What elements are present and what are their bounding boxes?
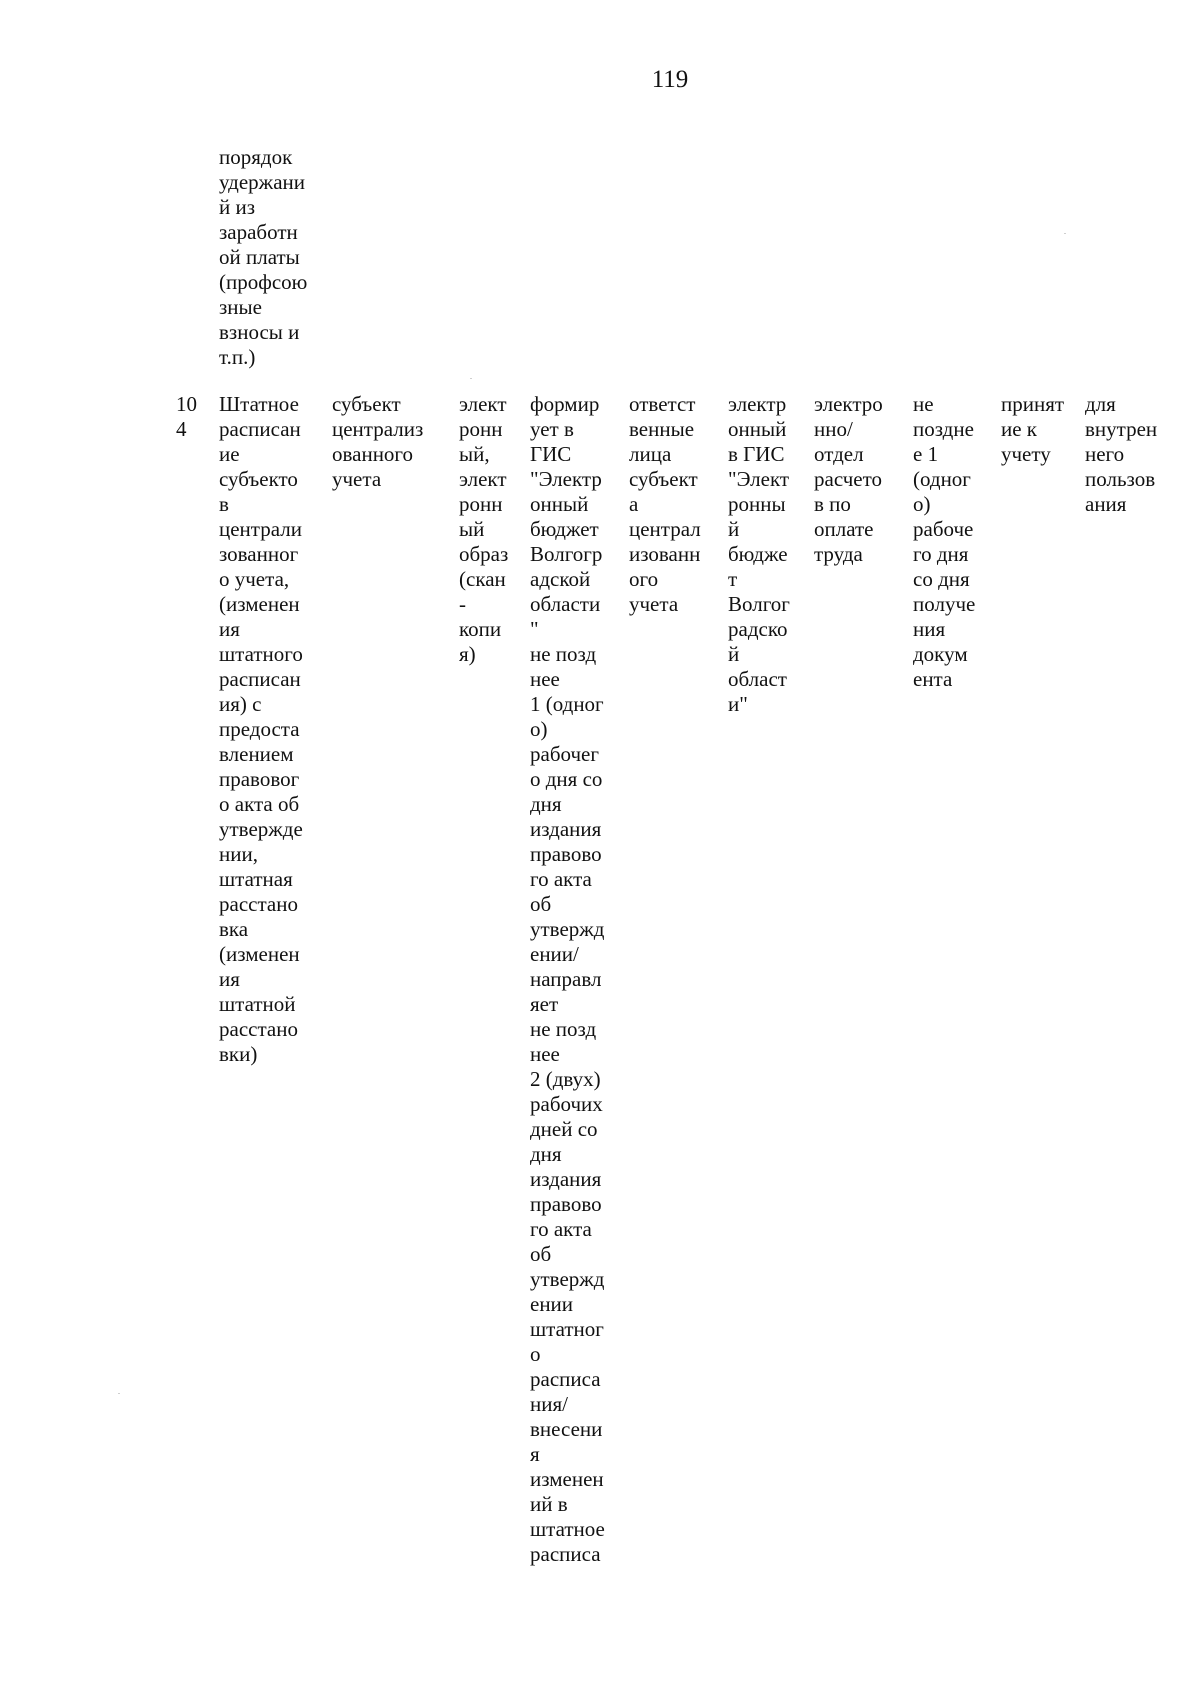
cell-text-line: штатное — [530, 1517, 605, 1541]
cell-text-line: ронн — [459, 417, 503, 441]
cell-text-line: не позд — [530, 642, 597, 666]
recipient-cell — [814, 392, 883, 567]
cell-text-line: об — [530, 1242, 552, 1266]
cell-text-line: ении/ — [530, 942, 579, 966]
cell-text-line: субъекто — [219, 467, 298, 491]
cell-text-line: изменен — [530, 1467, 604, 1491]
cell-text-line: субъект — [629, 467, 698, 491]
cell-text-line: зованног — [219, 542, 299, 566]
cell-text-line: в по — [814, 492, 851, 516]
cell-text-line: учета — [332, 467, 382, 491]
cell-text-line: " — [530, 617, 539, 641]
cell-text-line: вки) — [219, 1042, 258, 1066]
cell-text-line: электр — [728, 392, 787, 416]
cell-text-line: ния — [913, 617, 946, 641]
cell-text-line: област — [728, 667, 787, 691]
cell-text-line: о учета, — [219, 567, 290, 591]
cell-text-line: докум — [913, 642, 968, 666]
cell-text-line: него — [1085, 442, 1125, 466]
cell-text-line: нии, — [219, 842, 258, 866]
cell-text-line: отдел — [814, 442, 864, 466]
cell-text-line: централ — [629, 517, 701, 541]
cell-text-line: я) — [459, 642, 476, 666]
cell-text-line: ответст — [629, 392, 696, 416]
scan-speck — [470, 378, 472, 379]
cell-text-line: централи — [219, 517, 302, 541]
cell-text-line: оплате — [814, 517, 874, 541]
cell-text-line: лица — [629, 442, 672, 466]
cell-text-line: Волгог — [728, 592, 790, 616]
cell-text-line: дня — [530, 1142, 562, 1166]
cell-text-line: внесени — [530, 1417, 603, 1441]
cell-text-line: для — [1085, 392, 1116, 416]
cell-text-line: о акта об — [219, 792, 300, 816]
document-name-cell — [219, 392, 303, 1067]
cell-text-line: штатная — [219, 867, 293, 891]
cell-text-line: централиз — [332, 417, 424, 441]
cell-text-line: штатной — [219, 992, 296, 1016]
cell-text-line: ой платы — [219, 245, 300, 269]
cell-text-line: ий в — [530, 1492, 568, 1516]
cell-text-line: в ГИС — [728, 442, 785, 466]
cell-text-line: электро — [814, 392, 883, 416]
cell-text-line: дней со — [530, 1117, 598, 1141]
page-number: 119 — [651, 66, 689, 93]
cell-text-line: а — [629, 492, 639, 516]
cell-text-line: влением — [219, 742, 294, 766]
cell-text-line: субъект — [332, 392, 401, 416]
cell-text-line: рабочег — [530, 742, 599, 766]
cell-text-line: адской — [530, 567, 591, 591]
cell-text-line: учета — [629, 592, 679, 616]
cell-text-line: (изменен — [219, 592, 300, 616]
cell-text-line: ента — [913, 667, 953, 691]
cell-text-line: утвержд — [530, 1267, 605, 1291]
cell-text-line: 2 (двух) — [530, 1067, 601, 1091]
cell-text-line: зные — [219, 295, 262, 319]
cell-text-line: ния/ — [530, 1392, 568, 1416]
cell-text-line: (профсою — [219, 270, 308, 294]
cell-text-line: расписа — [530, 1542, 601, 1566]
cell-text-line: внутрен — [1085, 417, 1158, 441]
cell-text-line: удержани — [219, 170, 305, 194]
cell-text-line: элект — [459, 392, 507, 416]
cell-text-line: й — [728, 517, 740, 541]
cell-text-line: о) — [530, 717, 548, 741]
cell-text-line: расстано — [219, 1017, 298, 1041]
cell-text-line: поздне — [913, 417, 974, 441]
cell-text-line: ия — [219, 617, 240, 641]
cell-text-line: труда — [814, 542, 863, 566]
cell-text-line: го акта — [530, 867, 592, 891]
cell-text-line: правово — [530, 1192, 602, 1216]
scan-speck — [118, 1393, 120, 1394]
transfer-method-cell — [728, 392, 790, 717]
cell-text-line: взносы и — [219, 320, 300, 344]
cell-text-line: копи — [459, 617, 502, 641]
cell-text-line: "Элект — [728, 467, 790, 491]
cell-text-line: расписа — [530, 1367, 601, 1391]
cell-text-line: расписан — [219, 417, 301, 441]
cell-text-line: бюджет — [530, 517, 599, 541]
cell-text-line: об — [530, 892, 552, 916]
cell-text-line: Волгогр — [530, 542, 603, 566]
accounting-action-cell — [1001, 392, 1064, 467]
cell-text-line: штатног — [530, 1317, 604, 1341]
cell-text-line: принят — [1001, 392, 1065, 416]
cell-text-line: т — [728, 567, 738, 591]
cell-text-line: не позд — [530, 1017, 597, 1041]
cell-text-line: ый — [459, 517, 485, 541]
cell-text-line: (одног — [913, 467, 971, 491]
cell-text-line: го акта — [530, 1217, 592, 1241]
cell-text-line: расписан — [219, 667, 301, 691]
cell-text-line: "Электр — [530, 467, 602, 491]
cell-text-line: образ — [459, 542, 509, 566]
cell-text-line: радско — [728, 617, 788, 641]
cell-text-line: ый, — [459, 442, 490, 466]
cell-text-line: изованн — [629, 542, 701, 566]
cell-text-line: утвержд — [530, 917, 605, 941]
cell-text-line: правовог — [219, 767, 300, 791]
cell-text-line: ие к — [1001, 417, 1038, 441]
cell-text-line: нее — [530, 1042, 560, 1066]
cell-text-line: ованного — [332, 442, 414, 466]
cell-text-line: не — [913, 392, 934, 416]
cell-text-line: элект — [459, 467, 507, 491]
cell-text-line: т.п.) — [219, 345, 256, 369]
cell-text-line: ронн — [459, 492, 503, 516]
cell-text-line: онный — [728, 417, 787, 441]
cell-text-line: штатного — [219, 642, 303, 666]
cell-text-line: правово — [530, 842, 602, 866]
cell-text-line: 1 (одног — [530, 692, 604, 716]
cell-text-line: о — [530, 1342, 541, 1366]
cell-text-line: - — [459, 592, 466, 616]
cell-text-line: (изменен — [219, 942, 300, 966]
cell-text-line: о дня со — [530, 767, 603, 791]
cell-text-line: издания — [530, 817, 602, 841]
cell-text-line: расстано — [219, 892, 298, 916]
cell-text-line: ует в — [530, 417, 574, 441]
cell-text-line: ия) с — [219, 692, 262, 716]
cell-text-line: предоста — [219, 717, 300, 741]
cell-text-line: о) — [913, 492, 931, 516]
cell-text-line: ия — [219, 967, 240, 991]
cell-text-line: ГИС — [530, 442, 572, 466]
cell-text-line: области — [530, 592, 601, 616]
cell-text-line: нно/ — [814, 417, 853, 441]
row-number-cell — [176, 392, 197, 442]
usage-cell — [1085, 392, 1157, 517]
cell-text-line: ении — [530, 1292, 574, 1316]
cell-text-line: нее — [530, 667, 560, 691]
cell-text-line: е 1 — [913, 442, 939, 466]
document-form-cell — [459, 392, 508, 667]
cell-text-line: рабочих — [530, 1092, 603, 1116]
cell-text-line: формир — [530, 392, 600, 416]
cell-text-line: в — [219, 492, 229, 516]
cell-text-line: 4 — [176, 417, 187, 441]
cell-text-line: ие — [219, 442, 240, 466]
cell-text-line: утвержде — [219, 817, 303, 841]
cell-text-line: порядок — [219, 145, 293, 169]
cell-text-line: 10 — [176, 392, 197, 416]
cell-text-line: бюдже — [728, 542, 788, 566]
cell-text-line: издания — [530, 1167, 602, 1191]
cell-text-line: ания — [1085, 492, 1127, 516]
scan-speck — [1064, 233, 1066, 234]
cell-text-line: пользов — [1085, 467, 1156, 491]
cell-text-line: получе — [913, 592, 976, 616]
processing-term-cell — [913, 392, 975, 692]
cell-text-line: учету — [1001, 442, 1051, 466]
cell-text-line: и" — [728, 692, 748, 716]
cell-text-line: онный — [530, 492, 589, 516]
cell-text-line: расчето — [814, 467, 883, 491]
cell-text-line: я — [530, 1442, 540, 1466]
responsible-person-cell — [629, 392, 701, 617]
cell-text-line: ронны — [728, 492, 786, 516]
cell-text-line: яет — [530, 992, 559, 1016]
cell-text-line: Штатное — [219, 392, 299, 416]
cell-text-line: направл — [530, 967, 602, 991]
cell-text-line: венные — [629, 417, 695, 441]
cell-text-line: дня — [530, 792, 562, 816]
cell-text-line: рабоче — [913, 517, 974, 541]
continued-document-cell — [219, 145, 307, 370]
cell-text-line: ого — [629, 567, 659, 591]
cell-text-line: й — [728, 642, 740, 666]
originator-cell — [332, 392, 423, 492]
cell-text-line: й из — [219, 195, 256, 219]
cell-text-line: го дня — [913, 542, 969, 566]
cell-text-line: (скан — [459, 567, 506, 591]
cell-text-line: вка — [219, 917, 249, 941]
cell-text-line: заработн — [219, 220, 298, 244]
submission-terms-cell — [530, 392, 605, 1567]
cell-text-line: со дня — [913, 567, 970, 591]
